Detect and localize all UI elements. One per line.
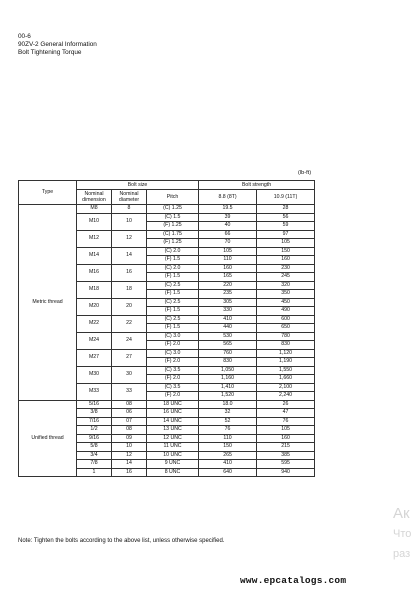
torque-8-8-cell: 66 [199,230,257,239]
torque-8-8-cell: 52 [199,417,257,426]
torque-8-8-cell: 265 [199,451,257,460]
nominal-dimension-cell: 1/2 [77,426,112,435]
pitch-cell: (F) 2.0 [147,358,199,367]
torque-10-9-cell: 105 [257,426,315,435]
torque-10-9-cell: 76 [257,417,315,426]
torque-8-8-cell: 565 [199,341,257,350]
torque-10-9-cell: 1,120 [257,349,315,358]
torque-8-8-cell: 1,520 [199,392,257,401]
nominal-diameter-cell: 20 [112,298,147,315]
nominal-dimension-cell: 7/8 [77,460,112,469]
unit-label: (lb-ft) [298,170,312,176]
nominal-dimension-cell: 3/8 [77,409,112,418]
torque-8-8-cell: 530 [199,332,257,341]
torque-8-8-cell: 220 [199,281,257,290]
torque-8-8-cell: 410 [199,315,257,324]
nominal-diameter-cell: 08 [112,400,147,409]
nominal-diameter-cell: 07 [112,417,147,426]
torque-8-8-cell: 640 [199,468,257,477]
pitch-cell: (F) 1.5 [147,290,199,299]
torque-8-8-cell: 160 [199,264,257,273]
torque-10-9-cell: 650 [257,324,315,333]
torque-10-9-cell: 780 [257,332,315,341]
torque-10-9-cell: 595 [257,460,315,469]
table-row [19,400,315,409]
nominal-dimension-cell: 5/8 [77,443,112,452]
torque-8-8-cell: 110 [199,256,257,265]
pitch-cell: (F) 1.5 [147,324,199,333]
nominal-diameter-cell: 14 [112,247,147,264]
nominal-dimension-cell: 7/16 [77,417,112,426]
header-grade-8-8: 8.8 (8T) [199,190,257,205]
torque-8-8-cell: 305 [199,298,257,307]
torque-10-9-cell: 160 [257,256,315,265]
torque-8-8-cell: 830 [199,358,257,367]
nominal-diameter-cell: 33 [112,383,147,400]
nominal-dimension-cell: 1 [77,468,112,477]
torque-10-9-cell: 350 [257,290,315,299]
torque-8-8-cell: 440 [199,324,257,333]
pitch-cell: (C) 2.5 [147,315,199,324]
nominal-diameter-cell: 16 [112,264,147,281]
pitch-cell: (C) 1.5 [147,213,199,222]
torque-8-8-cell: 40 [199,222,257,231]
nominal-diameter-cell: 10 [112,213,147,230]
nominal-dimension-cell: M12 [77,230,112,247]
nominal-diameter-cell: 27 [112,349,147,366]
torque-10-9-cell: 1,660 [257,375,315,384]
torque-10-9-cell: 28 [257,205,315,214]
note-text: Note: Tighten the bolts according to the above list, unless otherwise specified. [18,538,225,544]
torque-8-8-cell: 1,160 [199,375,257,384]
pitch-cell: (C) 3.0 [147,349,199,358]
torque-10-9-cell: 26 [257,400,315,409]
watermark-line-1: Ак [393,505,410,522]
torque-8-8-cell: 18.0 [199,400,257,409]
watermark-url: www.epcatalogs.com [240,575,347,586]
torque-8-8-cell: 76 [199,426,257,435]
torque-8-8-cell: 32 [199,409,257,418]
torque-8-8-cell: 165 [199,273,257,282]
torque-8-8-cell: 330 [199,307,257,316]
torque-10-9-cell: 59 [257,222,315,231]
nominal-dimension-cell: M16 [77,264,112,281]
torque-10-9-cell: 830 [257,341,315,350]
pitch-cell: (C) 1.75 [147,230,199,239]
pitch-cell: 9 UNC [147,460,199,469]
header-bolt-strength: Bolt strength [199,181,315,190]
pitch-cell: (F) 2.0 [147,341,199,350]
pitch-cell: 11 UNC [147,443,199,452]
document-subtitle: 90ZV-2 General Information [18,41,97,48]
nominal-diameter-cell: 09 [112,434,147,443]
nominal-dimension-cell: 3/4 [77,451,112,460]
nominal-dimension-cell: 5/16 [77,400,112,409]
table-row [19,205,315,214]
torque-10-9-cell: 2,100 [257,383,315,392]
torque-10-9-cell: 450 [257,298,315,307]
pitch-cell: (C) 1.25 [147,205,199,214]
torque-10-9-cell: 215 [257,443,315,452]
torque-8-8-cell: 235 [199,290,257,299]
nominal-dimension-cell: M24 [77,332,112,349]
nominal-dimension-cell: M33 [77,383,112,400]
torque-8-8-cell: 70 [199,239,257,248]
nominal-dimension-cell: M8 [77,205,112,214]
pitch-cell: (C) 2.0 [147,264,199,273]
pitch-cell: (C) 3.5 [147,366,199,375]
nominal-diameter-cell: 8 [112,205,147,214]
table-body [19,205,315,477]
watermark-line-3: раз [393,548,411,560]
pitch-cell: (C) 2.5 [147,281,199,290]
torque-10-9-cell: 940 [257,468,315,477]
torque-10-9-cell: 230 [257,264,315,273]
pitch-cell: (C) 3.0 [147,332,199,341]
torque-8-8-cell: 39 [199,213,257,222]
pitch-cell: 10 UNC [147,451,199,460]
watermark-line-2: Что [393,528,412,540]
pitch-cell: (F) 2.0 [147,375,199,384]
pitch-cell: (F) 1.25 [147,222,199,231]
pitch-cell: 18 UNC [147,400,199,409]
pitch-cell: (F) 2.0 [147,392,199,401]
nominal-dimension-cell: M22 [77,315,112,332]
bolt-torque-table [18,180,315,477]
pitch-cell: 8 UNC [147,468,199,477]
torque-8-8-cell: 1,410 [199,383,257,392]
header-type: Type [19,181,77,205]
pitch-cell: 13 UNC [147,426,199,435]
pitch-cell: (F) 1.5 [147,307,199,316]
nominal-dimension-cell: M20 [77,298,112,315]
torque-8-8-cell: 150 [199,443,257,452]
header-grade-10-9: 10.9 (11T) [257,190,315,205]
torque-10-9-cell: 97 [257,230,315,239]
torque-10-9-cell: 1,190 [257,358,315,367]
pitch-cell: (C) 3.5 [147,383,199,392]
nominal-diameter-cell: 24 [112,332,147,349]
nominal-dimension-cell: M14 [77,247,112,264]
torque-10-9-cell: 385 [257,451,315,460]
torque-8-8-cell: 1,050 [199,366,257,375]
header-pitch: Pitch [147,190,199,205]
thread-type-cell: Metric thread [19,205,77,401]
nominal-diameter-cell: 12 [112,230,147,247]
torque-10-9-cell: 150 [257,247,315,256]
torque-10-9-cell: 1,550 [257,366,315,375]
torque-8-8-cell: 105 [199,247,257,256]
torque-8-8-cell: 110 [199,434,257,443]
pitch-cell: (F) 1.5 [147,256,199,265]
torque-8-8-cell: 410 [199,460,257,469]
nominal-dimension-cell: M10 [77,213,112,230]
torque-10-9-cell: 105 [257,239,315,248]
torque-10-9-cell: 56 [257,213,315,222]
section-title: Bolt Tightening Torque [18,49,82,56]
torque-10-9-cell: 47 [257,409,315,418]
pitch-cell: 14 UNC [147,417,199,426]
header-bolt-size: Bolt size [77,181,199,190]
nominal-diameter-cell: 06 [112,409,147,418]
nominal-diameter-cell: 18 [112,281,147,298]
header-nominal-dimension: Nominal dimension [77,190,112,205]
nominal-dimension-cell: 9/16 [77,434,112,443]
pitch-cell: (F) 1.25 [147,239,199,248]
torque-10-9-cell: 490 [257,307,315,316]
torque-10-9-cell: 600 [257,315,315,324]
nominal-diameter-cell: 16 [112,468,147,477]
nominal-dimension-cell: M18 [77,281,112,298]
pitch-cell: (C) 2.5 [147,298,199,307]
thread-type-cell: Unified thread [19,400,77,477]
nominal-diameter-cell: 22 [112,315,147,332]
nominal-diameter-cell: 12 [112,451,147,460]
torque-10-9-cell: 2,240 [257,392,315,401]
pitch-cell: (F) 1.5 [147,273,199,282]
torque-10-9-cell: 160 [257,434,315,443]
torque-10-9-cell: 245 [257,273,315,282]
nominal-dimension-cell: M27 [77,349,112,366]
header-nominal-diameter: Nominal diameter [112,190,147,205]
nominal-diameter-cell: 08 [112,426,147,435]
nominal-diameter-cell: 30 [112,366,147,383]
nominal-diameter-cell: 14 [112,460,147,469]
torque-8-8-cell: 760 [199,349,257,358]
pitch-cell: 16 UNC [147,409,199,418]
pitch-cell: 12 UNC [147,434,199,443]
torque-8-8-cell: 19.5 [199,205,257,214]
page-number: 00-6 [18,33,31,40]
table-header-row [19,181,315,190]
nominal-dimension-cell: M30 [77,366,112,383]
torque-10-9-cell: 320 [257,281,315,290]
pitch-cell: (C) 2.0 [147,247,199,256]
nominal-diameter-cell: 10 [112,443,147,452]
